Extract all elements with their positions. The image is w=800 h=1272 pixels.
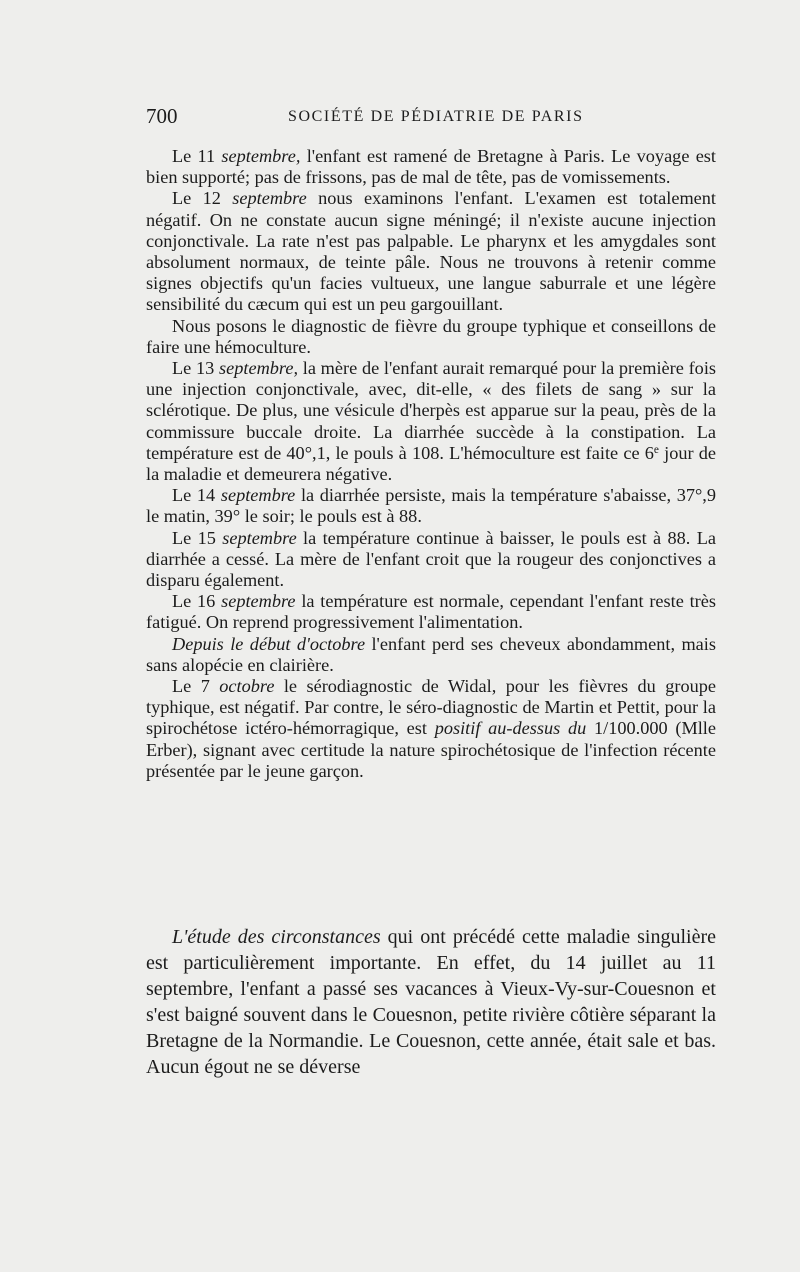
paragraph <box>146 146 716 188</box>
text-run: la mère de l'enfant aurait remarqué pour la première fois une injection conjonctivale, avec, dit-elle, « des filets de sang » sur la sclérotique. De plus, une vésicule d'herpès est apparue sur la peau, près de la commissure buccale droite. La diarrhée succède à la constipation. La température est de 40°,1, le pouls à 108. L'hémoculture est faite ce 6 <box>146 358 717 463</box>
paragraph <box>146 485 716 527</box>
text-run: l'enfant est ramené de Bretagne à Paris. Le voyage est bien supporté; pas de frissons, pas de mal de tête, pas de vomissements. <box>146 146 717 188</box>
italic-date: septembre <box>220 485 296 506</box>
text-run: la température continue à baisser, le pouls est à 88. La diarrhée a cessé. La mère de l'enfant croit que la rougeur des conjonctives a disparu également. <box>146 527 716 591</box>
text-run: Le 16 <box>172 591 222 612</box>
text-run: la température est normale, cependant l'enfant reste très fatigué. On reprend progressivement l'alimentation. <box>146 591 716 633</box>
circumstances-section <box>146 924 716 1080</box>
text-run: la diarrhée persiste, mais la température s'abaisse, 37°,9 le matin, 39° le soir; le pouls est à 88. <box>146 485 716 527</box>
text-run: jour de la maladie et demeurera négative. <box>146 442 717 485</box>
italic-date: Depuis le début d'octobre <box>172 633 366 654</box>
italic-date: septembre <box>221 591 296 612</box>
case-report-text <box>146 146 716 782</box>
paragraph <box>146 316 716 358</box>
italic-date: septembre <box>222 527 297 548</box>
text-run: qui ont précédé cette maladie singulière est particulièrement importante. En effet, du 14 juillet au 11 septembre, l'enfant a passé ses vacances à Vieux-Vy-sur-Couesnon et s'est baigné souvent dans le Couesnon, petite rivière côtière séparant la Bretagne de la Normandie. Le Couesnon, cette année, était sale et bas. Aucun égout ne se déverse <box>146 926 716 1078</box>
paragraph <box>146 188 716 315</box>
text-run: Nous posons le diagnostic de fièvre du groupe typhique et conseillons de faire une hémoculture. <box>146 315 716 357</box>
italic-date: octobre <box>219 676 275 697</box>
running-title: SOCIÉTÉ DE PÉDIATRIE DE PARIS <box>288 108 584 125</box>
text-run: Le 14 <box>172 485 221 506</box>
text-run: Le 15 <box>172 527 223 548</box>
paragraph <box>146 634 716 676</box>
page-number: 700 <box>146 104 178 128</box>
text-run: nous examinons l'enfant. L'examen est totalement négatif. On ne constate aucun signe méningé; il n'existe aucune injection conjonctivale. La rate n'est pas palpable. Le pharynx et les amygdales sont absolument normaux, de teinte pâle. Nous ne trouvons à retenir comme signes objectifs qu'un facies vultueux, une langue saburrale et une légère sensibilité du cæcum qui est un peu gargouillant. <box>146 188 717 315</box>
superscript: e <box>653 443 659 456</box>
paragraph <box>146 924 716 1080</box>
text-run: l'enfant perd ses cheveux abondamment, mais sans alopécie en clairière. <box>146 633 716 675</box>
paragraph <box>146 528 716 592</box>
italic-phrase: positif au-dessus du <box>434 718 587 739</box>
text-run: le sérodiagnostic de Widal, pour les fièvres du groupe typhique, est négatif. Par contre, le séro-diagnostic de Martin et Pettit, pour la spirochétose ictéro-hémorragique, est <box>146 676 716 739</box>
page-header <box>146 104 716 134</box>
italic-date: septembre, <box>219 358 299 379</box>
text-run: Le 7 <box>172 676 220 697</box>
text-run: 1/100.000 (Mlle Erber), signant avec certitude la nature spirochétosique de l'infection récente présentée par le jeune garçon. <box>146 718 716 781</box>
paragraph <box>146 591 716 633</box>
italic-date: septembre, <box>221 146 301 166</box>
italic-date: septembre <box>232 188 307 209</box>
italic-phrase: L'étude des circonstances <box>172 926 381 948</box>
paragraph <box>146 676 716 782</box>
paragraph <box>146 358 716 485</box>
text-run: Le 12 <box>172 188 233 209</box>
text-run: Le 13 <box>172 358 220 379</box>
text-run: Le 11 <box>172 146 222 166</box>
